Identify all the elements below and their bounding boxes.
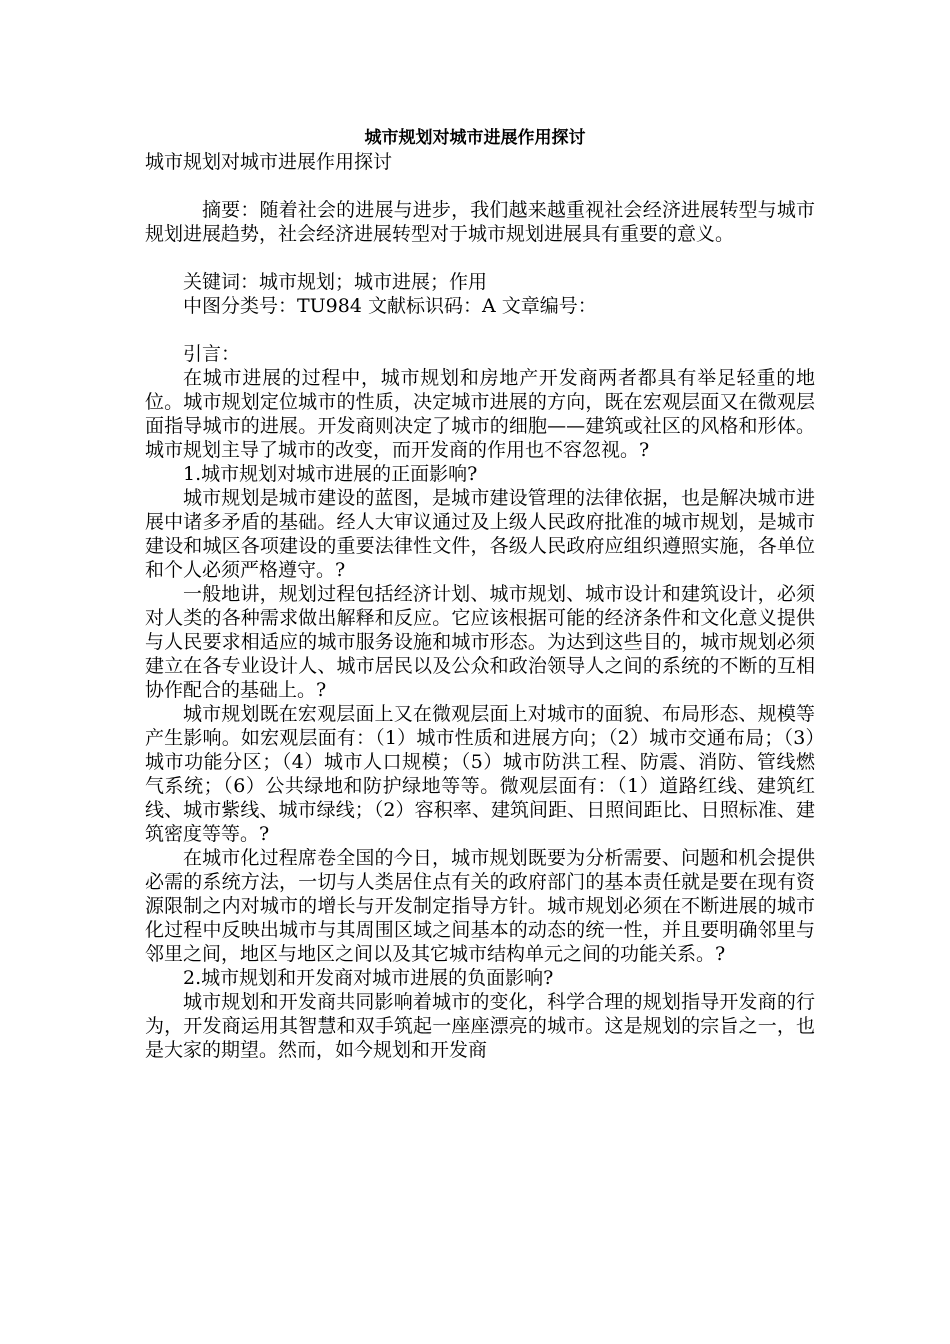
classification-line: 中图分类号：TU984 文献标识码：A 文章编号： — [183, 295, 597, 317]
document-title: 城市规划对城市进展作用探讨 — [364, 128, 586, 148]
body-paragraph: 城市规划既在宏观层面上又在微观层面上对城市的面貌、布局形态、规模等产生影响。如宏观层面有：（1）城市性质和进展方向；（2）城市交通布局；（3）城市功能分区；（4）城市人口规模；（5）城市防洪工程、防震、消防、管线燃气系统；（6）公共绿地和防护绿地等等。微观层面有：（1）道路红线、建筑红线、城市紫线、城市绿线；（2）容积率、建筑间距、日照间距比、日照标准、建筑密度等等。? — [145, 703, 815, 845]
abstract-paragraph: 摘要：随着社会的进展与进步，我们越来越重视社会经济进展转型与城市规划进展趋势，社会经济进展转型对于城市规划进展具有重要的意义。 — [145, 199, 815, 245]
document-subtitle: 城市规划对城市进展作用探讨 — [145, 151, 393, 173]
document-body — [145, 198, 815, 1062]
body-paragraph: 城市规划和开发商共同影响着城市的变化，科学合理的规划指导开发商的行为，开发商运用其智慧和双手筑起一座座漂亮的城市。这是规划的宗旨之一，也是大家的期望。然而，如今规划和开发商 — [145, 991, 815, 1061]
section-heading: 1.城市规划对城市进展的正面影响? — [183, 463, 478, 485]
section-heading: 2.城市规划和开发商对城市进展的负面影响? — [183, 967, 554, 989]
body-paragraph: 一般地讲，规划过程包括经济计划、城市规划、城市设计和建筑设计，必须对人类的各种需求做出解释和反应。它应该根据可能的经济条件和文化意义提供与人民要求相适应的城市服务设施和城市形态。为达到这些目的，城市规划必须建立在各专业设计人、城市居民以及公众和政治领导人之间的系统的不断的互相协作配合的基础上。? — [145, 583, 815, 701]
body-paragraph: 城市规划是城市建设的蓝图，是城市建设管理的法律依据，也是解决城市进展中诸多矛盾的基础。经人大审议通过及上级人民政府批准的城市规划，是城市建设和城区各项建设的重要法律性文件，各级人民政府应组织遵照实施，各单位和个人必须严格遵守。? — [145, 487, 815, 581]
body-paragraph: 在城市化过程席卷全国的今日，城市规划既要为分析需要、问题和机会提供必需的系统方法，一切与人类居住点有关的政府部门的基本责任就是要在现有资源限制之内对城市的增长与开发制定指导方针。城市规划必须在不断进展的城市化过程中反映出城市与其周围区域之间基本的动态的统一性，并且要明确邻里与邻里之间，地区与地区之间以及其它城市结构单元之间的功能关系。? — [145, 847, 815, 965]
keywords-line: 关键词：城市规划；城市进展；作用 — [183, 271, 488, 293]
body-paragraph: 在城市进展的过程中，城市规划和房地产开发商两者都具有举足轻重的地位。城市规划定位城市的性质，决定城市进展的方向，既在宏观层面又在微观层面指导城市的进展。开发商则决定了城市的细胞——建筑或社区的风格和形体。城市规划主导了城市的改变，而开发商的作用也不容忽视。? — [145, 367, 815, 461]
intro-heading: 引言： — [183, 343, 241, 365]
